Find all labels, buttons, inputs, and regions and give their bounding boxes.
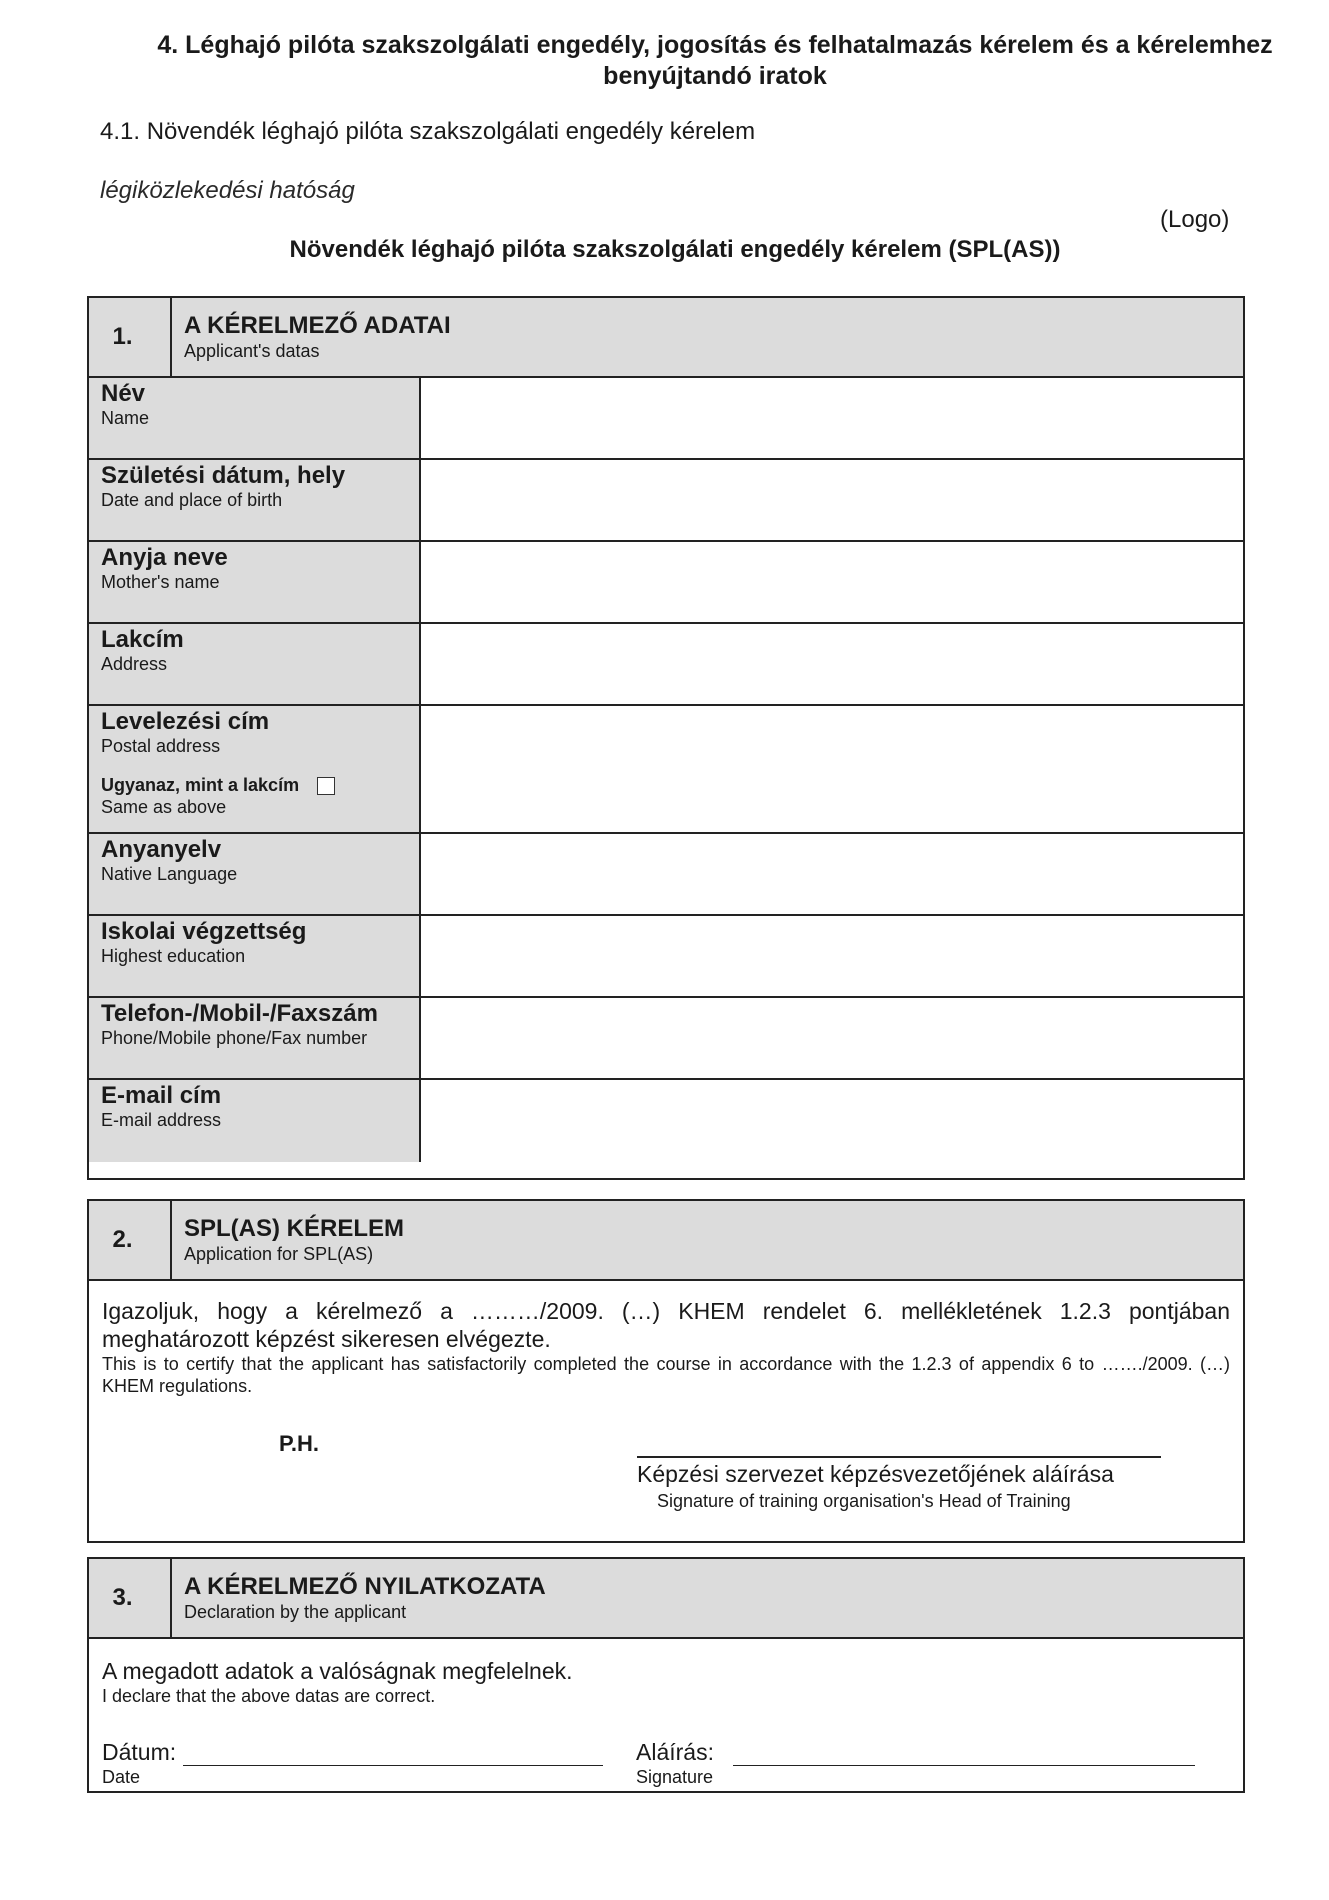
field-row-education [89,916,1243,998]
declaration-body [89,1639,1243,1791]
field-label-en: Native Language [101,864,238,884]
signature-field[interactable] [733,1765,1195,1766]
authority-label: légiközlekedési hatóság [100,177,355,204]
mother-name-field[interactable] [421,542,1243,622]
certification-text-hu: Igazoljuk, hogy a kérelmező a ………/2009. (…) KHEM rendelet 6. mellékletének 1.2.3 pontjában meghatározott képzést sikeresen elvégezte. [102,1298,1230,1352]
page-heading: 4. Léghajó pilóta szakszolgálati engedély, jogosítás és felhatalmazás kérelem és a kérelemhez benyújtandó iratok [157,31,1273,90]
same-as-above-label-hu: Ugyanaz, mint a lakcím [101,775,300,795]
section-title [172,1201,404,1279]
section-applicant-data [87,296,1245,1180]
email-field[interactable] [421,1080,1243,1162]
declaration-text-hu: A megadott adatok a valóságnak megfelelnek. [102,1658,573,1684]
field-label [89,624,421,704]
phone-field[interactable] [421,998,1243,1078]
field-label [89,460,421,540]
field-label-hu: Anyanyelv [101,836,222,863]
signature-label: Aláírás: [636,1739,714,1765]
section-header [89,1559,1243,1639]
section-title-en: Declaration by the applicant [184,1602,407,1622]
section-title [172,298,451,376]
field-label-en: Mother's name [101,572,220,592]
field-label-hu: Születési dátum, hely [101,462,346,489]
field-label-hu: E-mail cím [101,1082,222,1109]
field-label [89,706,421,832]
certification-body [89,1281,1243,1529]
training-signature-label-hu: Képzési szervezet képzésvezetőjének aláírása [637,1461,1114,1487]
sub-heading: 4.1. Növendék léghajó pilóta szakszolgálati engedély kérelem [100,118,756,145]
training-signature-line[interactable] [637,1456,1161,1458]
date-label-en: Date [102,1767,141,1787]
logo-placeholder: (Logo) [1160,206,1230,233]
section-spl-application [87,1199,1245,1543]
field-label [89,378,421,458]
field-label-en: Highest education [101,946,246,966]
section-title-en: Application for SPL(AS) [184,1244,374,1264]
stamp-placeholder: P.H. [279,1431,319,1456]
name-field[interactable] [421,378,1243,458]
training-signature-label-en: Signature of training organisation's Head of Training [657,1491,1071,1511]
same-as-above-label-en: Same as above [101,797,227,817]
section-title-hu: A KÉRELMEZŐ NYILATKOZATA [184,1573,546,1600]
field-row-address [89,624,1243,706]
field-label-hu: Anyja neve [101,544,228,571]
section-title [172,1559,546,1637]
field-label [89,916,421,996]
native-language-field[interactable] [421,834,1243,914]
declaration-text-en: I declare that the above datas are correct. [102,1686,436,1706]
field-row-email [89,1080,1243,1162]
date-label: Dátum: [102,1739,177,1765]
field-label-en: Postal address [101,736,221,756]
field-label-en: Name [101,408,150,428]
field-row-name [89,378,1243,460]
field-label-en: Address [101,654,168,674]
field-label [89,542,421,622]
postal-address-field[interactable] [421,706,1243,832]
field-label-en: Phone/Mobile phone/Fax number [101,1028,368,1048]
section-title-hu: SPL(AS) KÉRELEM [184,1215,405,1242]
education-field[interactable] [421,916,1243,996]
section-title-hu: A KÉRELMEZŐ ADATAI [184,312,451,339]
field-label-en: Date and place of birth [101,490,283,510]
field-label-hu: Iskolai végzettség [101,918,307,945]
field-row-language [89,834,1243,916]
field-label-en: E-mail address [101,1110,222,1130]
field-row-postal [89,706,1243,834]
section-header [89,1201,1243,1281]
field-label-hu: Név [101,380,146,407]
same-as-above-option [101,775,407,796]
field-row-mother [89,542,1243,624]
field-label [89,834,421,914]
signature-label-en: Signature [636,1767,714,1787]
field-label [89,1080,421,1162]
field-label-hu: Lakcím [101,626,184,653]
form-title: Növendék léghajó pilóta szakszolgálati engedély kérelem (SPL(AS)) [289,236,1061,263]
certification-text-en: This is to certify that the applicant has satisfactorily completed the course in accordance with the 1.2.3 of appendix 6 to ……./2009. (…) KHEM regulations. [102,1354,1230,1396]
section-number: 1. [89,298,172,376]
address-field[interactable] [421,624,1243,704]
field-label-hu: Levelezési cím [101,708,270,735]
section-declaration [87,1557,1245,1793]
section-number: 2. [89,1201,172,1279]
same-as-above-checkbox[interactable] [317,777,335,795]
section-title-en: Applicant's datas [184,341,320,361]
field-label-hu: Telefon-/Mobil-/Faxszám [101,1000,378,1027]
field-label [89,998,421,1078]
date-field[interactable] [183,1765,603,1766]
field-row-birth [89,460,1243,542]
section-header [89,298,1243,378]
section-number: 3. [89,1559,172,1637]
birth-field[interactable] [421,460,1243,540]
field-row-phone [89,998,1243,1080]
